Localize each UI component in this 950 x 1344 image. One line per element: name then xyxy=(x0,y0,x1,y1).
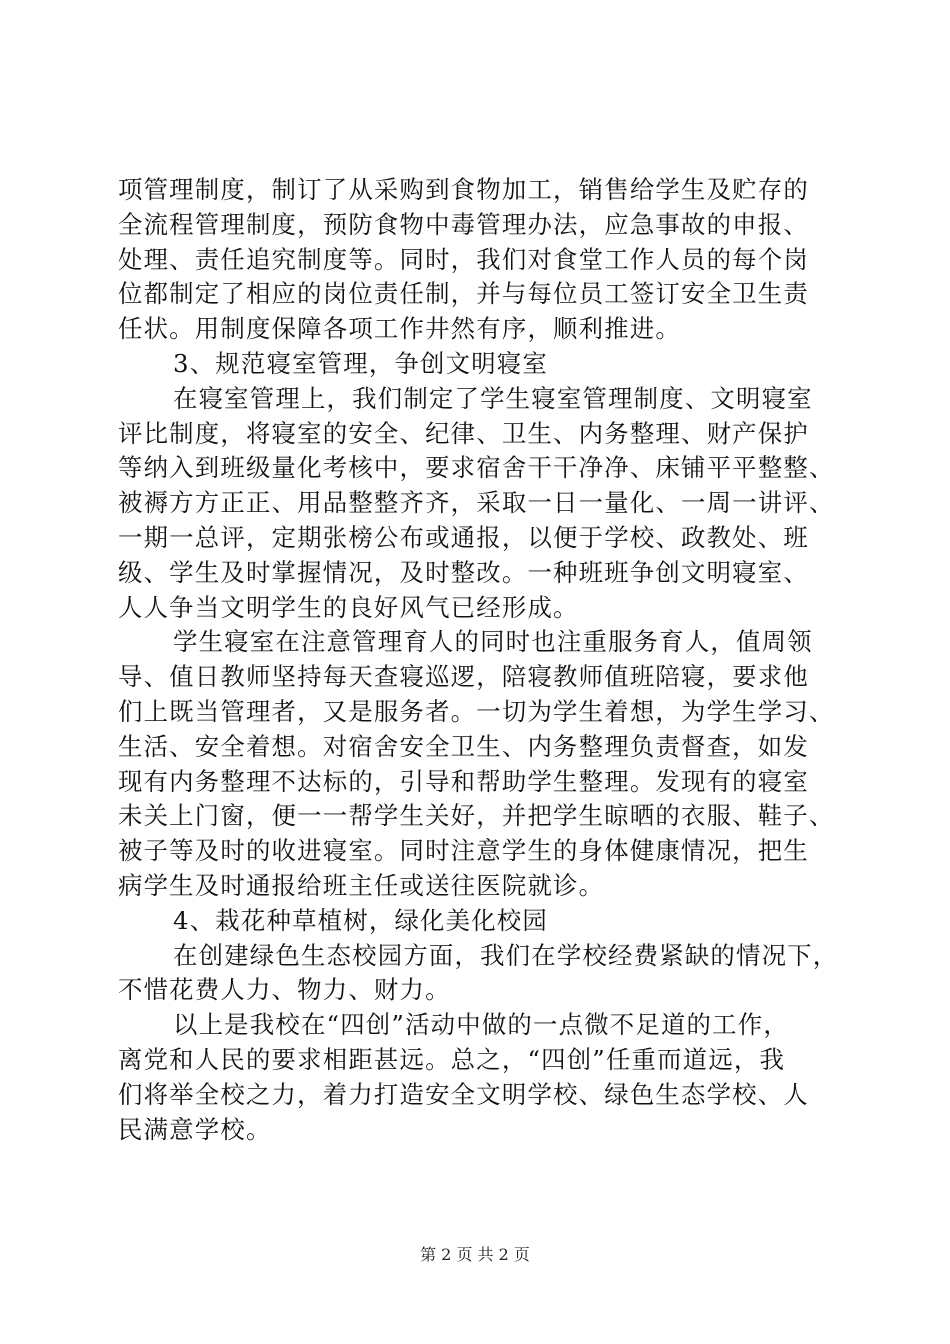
text-line: 们上既当管理者，又是服务者。一切为学生着想，为学生学习、 xyxy=(118,696,835,726)
text-line: 被褥方方正正、用品整整齐齐，采取一日一量化、一周一讲评、 xyxy=(118,488,835,518)
text-line: 离党和人民的要求相距甚远。总之，“四创”任重而道远，我 xyxy=(118,1044,786,1074)
text-line: 未关上门窗，便一一帮学生关好，并把学生晾晒的衣服、鞋子、 xyxy=(118,801,835,831)
text-line: 现有内务整理不达标的，引导和帮助学生整理。发现有的寝室 xyxy=(118,766,809,796)
text-line: 被子等及时的收进寝室。同时注意学生的身体健康情况，把生 xyxy=(118,836,809,866)
text-line: 一期一总评，定期张榜公布或通报，以便于学校、政教处、班 xyxy=(118,522,809,552)
text-line: 项管理制度，制订了从采购到食物加工，销售给学生及贮存的 xyxy=(118,175,809,204)
text-line: 以上是我校在“四创”活动中做的一点微不足道的工作， xyxy=(173,1010,789,1040)
text-line: 导、值日教师坚持每天查寝巡逻，陪寝教师值班陪寝，要求他 xyxy=(118,662,809,692)
text-line: 在创建绿色生态校园方面，我们在学校经费紧缺的情况下， xyxy=(173,940,839,970)
text-line: 3、规范寝室管理，争创文明寝室 xyxy=(173,348,548,378)
text-line: 任状。用制度保障各项工作井然有序，顺利推进。 xyxy=(118,314,681,344)
text-line: 全流程管理制度，预防食物中毒管理办法，应急事故的申报、 xyxy=(118,209,809,239)
text-line: 病学生及时通报给班主任或送往医院就诊。 xyxy=(118,870,605,900)
text-line: 人人争当文明学生的良好风气已经形成。 xyxy=(118,592,579,622)
text-line: 评比制度，将寝室的安全、纪律、卫生、内务整理、财产保护 xyxy=(118,418,809,448)
text-line: 学生寝室在注意管理育人的同时也注重服务育人，值周领 xyxy=(173,627,813,657)
text-line: 位都制定了相应的岗位责任制，并与每位员工签订安全卫生责 xyxy=(118,279,809,309)
page-footer: 第 2 页 共 2 页 xyxy=(420,1245,530,1264)
text-line: 们将举全校之力，着力打造安全文明学校、绿色生态学校、人 xyxy=(118,1079,809,1109)
text-line: 民满意学校。 xyxy=(118,1114,272,1144)
document-body xyxy=(118,173,839,1147)
text-line: 生活、安全着想。对宿舍安全卫生、内务整理负责督查，如发 xyxy=(118,731,809,761)
text-line: 在寝室管理上，我们制定了学生寝室管理制度、文明寝室 xyxy=(173,383,813,413)
text-line: 4、栽花种草植树，绿化美化校园 xyxy=(173,905,548,935)
text-line: 级、学生及时掌握情况，及时整改。一种班班争创文明寝室、 xyxy=(118,557,809,587)
text-line: 不惜花费人力、物力、财力。 xyxy=(118,975,451,1005)
text-line: 处理、责任追究制度等。同时，我们对食堂工作人员的每个岗 xyxy=(118,244,809,274)
text-line: 等纳入到班级量化考核中，要求宿舍干干净净、床铺平平整整、 xyxy=(118,453,835,483)
